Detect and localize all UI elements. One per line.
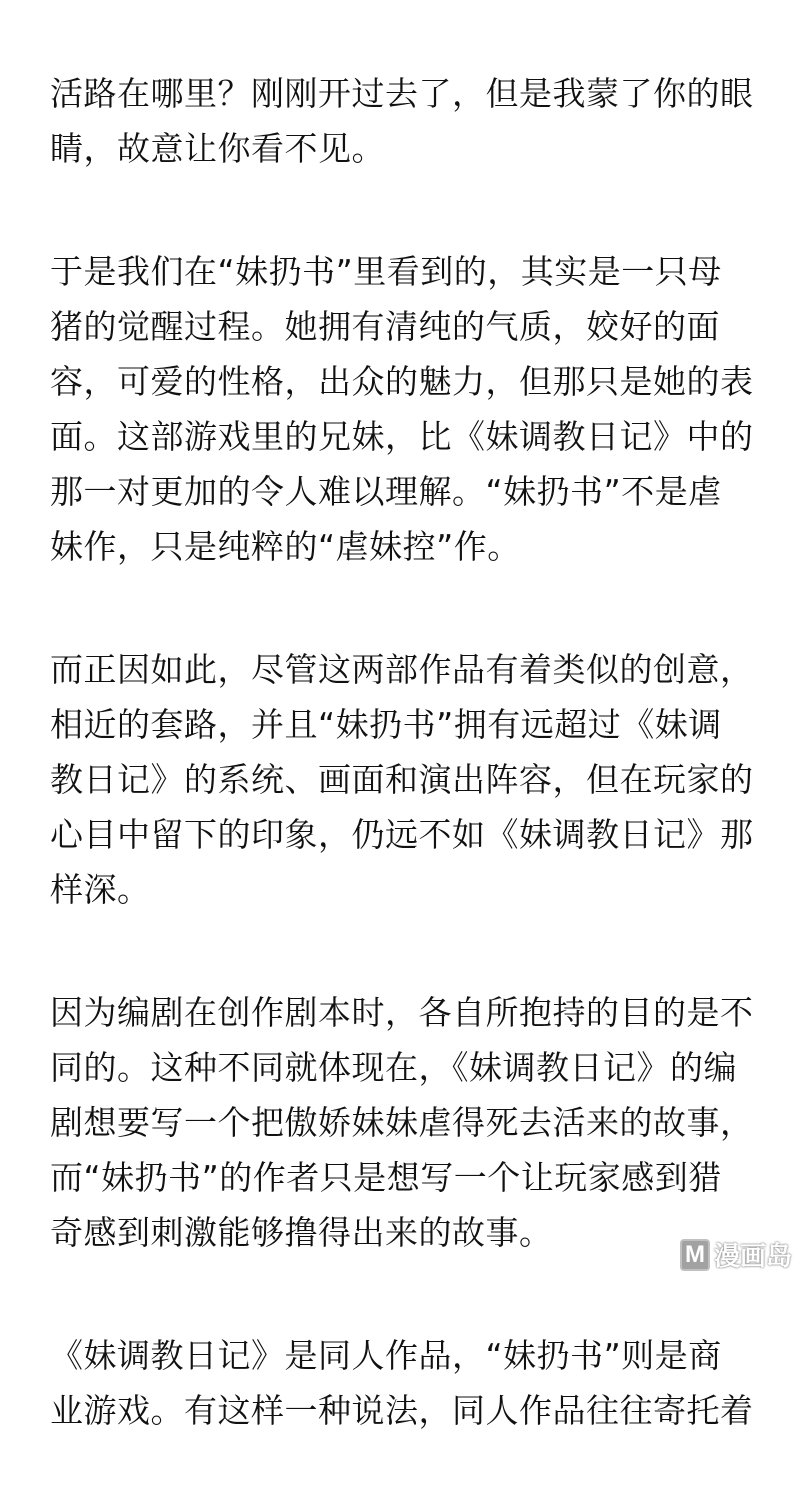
paragraph-4 xyxy=(50,985,755,1260)
text-line: 《妹调教日记》是同人作品，“妹扔书”则是商 xyxy=(50,1336,722,1375)
text-line: 妹作，只是纯粹的“虐妹控”作。 xyxy=(50,527,521,566)
paragraph-2 xyxy=(50,244,755,574)
paragraph-5 xyxy=(50,1328,755,1438)
text-line: 那一对更加的令人难以理解。“妹扔书”不是虐 xyxy=(50,472,722,511)
text-line: 于是我们在“妹扔书”里看到的，其实是一只母 xyxy=(50,252,722,291)
text-line: 奇感到刺激能够撸得出来的故事。 xyxy=(50,1213,553,1252)
text-line: 面。这部游戏里的兄妹，比《妹调教日记》中的 xyxy=(50,417,754,456)
article-body xyxy=(50,66,755,1506)
text-line: 而正因如此，尽管这两部作品有着类似的创意， xyxy=(50,650,754,689)
text-line: 心目中留下的印象，仍远不如《妹调教日记》那 xyxy=(50,815,754,854)
watermark-logo-icon: M xyxy=(680,1239,710,1271)
text-line: 容，可爱的性格，出众的魅力，但那只是她的表 xyxy=(50,362,754,401)
text-line: 而“妹扔书”的作者只是想写一个让玩家感到猎 xyxy=(50,1158,722,1197)
text-line: 样深。 xyxy=(50,870,151,909)
text-line: 剧想要写一个把傲娇妹妹虐得死去活来的故事， xyxy=(50,1103,754,1142)
paragraph-3 xyxy=(50,642,755,917)
paragraph-1 xyxy=(50,66,755,176)
text-line: 同的。这种不同就体现在，《妹调教日记》的编 xyxy=(50,1048,737,1087)
text-line: 睛，故意让你看不见。 xyxy=(50,129,385,168)
text-line: 因为编剧在创作剧本时，各自所抱持的目的是不 xyxy=(50,993,754,1032)
watermark-text: 漫画岛 xyxy=(713,1242,792,1272)
watermark xyxy=(680,1236,792,1273)
text-line: 教日记》的系统、画面和演出阵容，但在玩家的 xyxy=(50,760,754,799)
text-line: 相近的套路，并且“妹扔书”拥有远超过《妹调 xyxy=(50,705,722,744)
text-line: 猪的觉醒过程。她拥有清纯的气质，姣好的面 xyxy=(50,307,720,346)
text-line: 业游戏。有这样一种说法，同人作品往往寄托着 xyxy=(50,1391,754,1430)
text-line: 活路在哪里？刚刚开过去了，但是我蒙了你的眼 xyxy=(50,74,754,113)
